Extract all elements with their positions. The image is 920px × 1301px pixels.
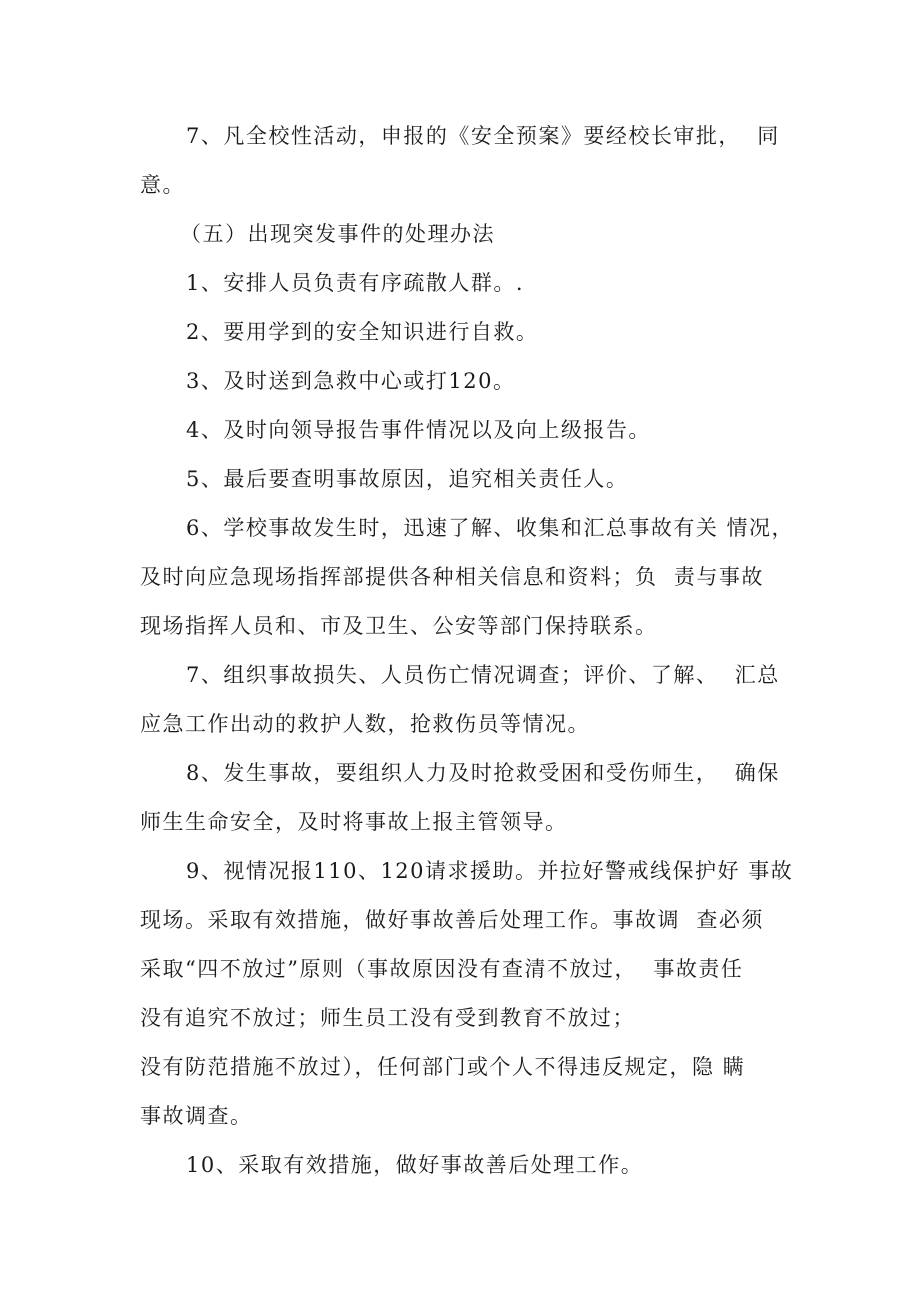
list-item-8-line-2: 师生生命安全，及时将事故上报主管领导。 [140,810,568,834]
list-item-10: 10、采取有效措施，做好事故善后处理工作。 [186,1153,644,1177]
list-item-7-line-2: 应急工作出动的救护人数，抢救伤员等情况。 [140,712,590,736]
list-item-6-line-2: 及时向应急现场指挥部提供各种相关信息和资料；负 责与事故 [140,565,764,589]
list-item-6-line-3: 现场指挥人员和、市及卫生、公安等部门保持联系。 [140,614,658,638]
paragraph-7-line-1: 7、凡全校性活动，申报的《安全预案》要经校长审批， 同 [186,124,780,148]
section-heading: （五）出现突发事件的处理办法 [180,222,495,246]
paragraph-7-line-2: 意。 [140,173,185,197]
list-item-9-line-5: 没有防范措施不放过），任何部门或个人不得违反规定，隐 瞒 [140,1055,746,1079]
list-item-7-line-1: 7、组织事故损失、人员伤亡情况调查；评价、了解、 汇总 [186,663,780,687]
list-item-9-line-4: 没有追究不放过；师生员工没有受到教育不放过； [140,1006,635,1030]
list-item-9-line-6: 事故调查。 [140,1104,253,1128]
list-item-6-line-1: 6、学校事故发生时，迅速了解、收集和汇总事故有关 情况， [186,516,795,540]
list-item-1: 1、安排人员负责有序疏散人群。. [186,271,525,295]
list-item-9-line-1: 9、视情况报110、120请求援助。并拉好警戒线保护好 事故 [186,859,794,883]
list-item-5: 5、最后要查明事故原因，追究相关责任人。 [186,467,629,491]
list-item-9-line-2: 现场。采取有效措施，做好事故善后处理工作。事故调 查必须 [140,908,764,932]
list-item-2: 2、要用学到的安全知识进行自救。 [186,320,539,344]
list-item-4: 4、及时向领导报告事件情况以及向上级报告。 [186,418,651,442]
list-item-3: 3、及时送到急救中心或打120。 [186,369,516,393]
list-item-9-line-3: 采取“四不放过”原则（事故原因没有查清不放过， 事故责任 [140,957,744,981]
list-item-8-line-1: 8、发生事故，要组织人力及时抢救受困和受伤师生， 确保 [186,761,780,785]
